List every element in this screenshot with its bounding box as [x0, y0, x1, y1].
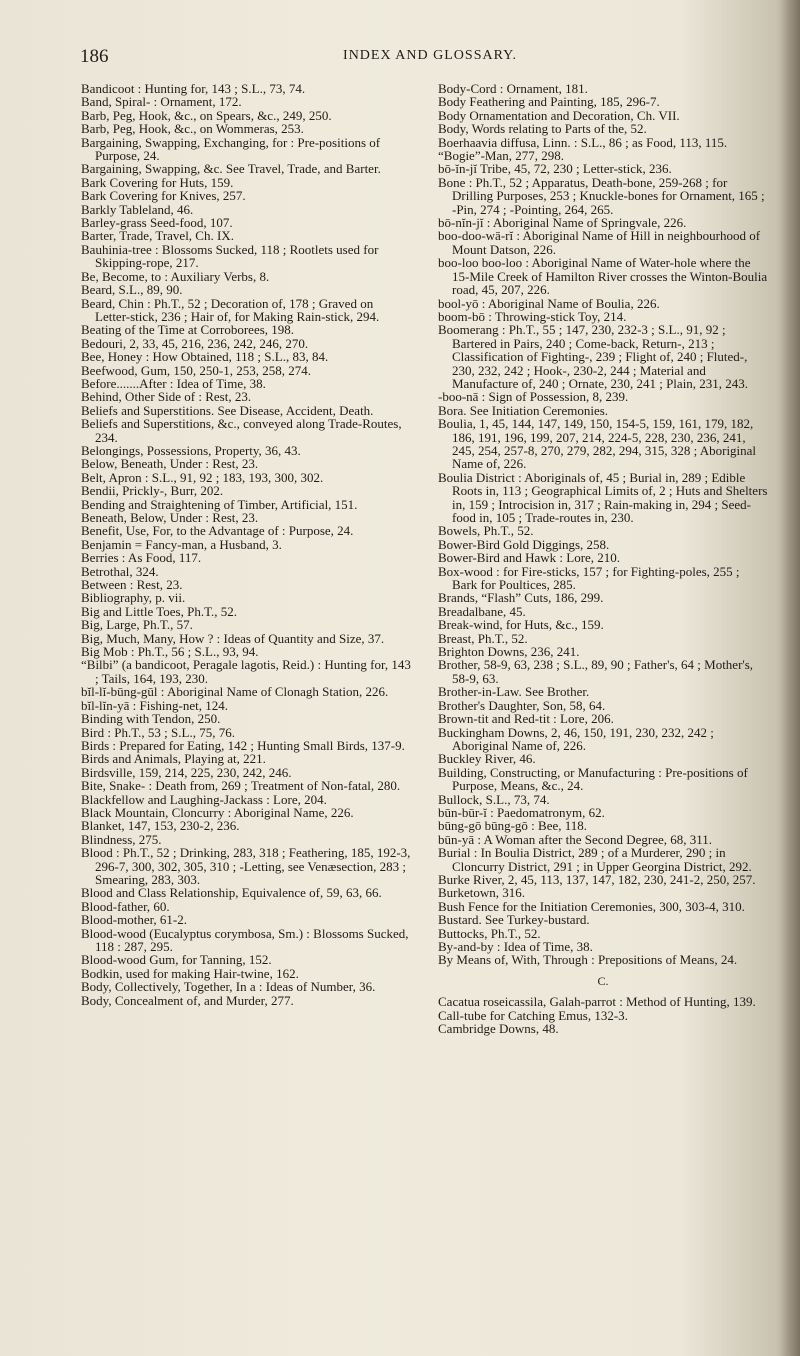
index-entry: Bibliography, p. vii. — [81, 590, 186, 606]
index-entry: Barkly Tableland, 46. — [81, 201, 194, 217]
running-title: INDEX AND GLOSSARY. — [343, 48, 517, 63]
index-entry: Bauhinia-tree : Blossoms Sucked, 118 ; Rootlets used for Skipping-rope, 217. — [81, 241, 379, 271]
index-entry: Beneath, Below, Under : Rest, 23. — [81, 510, 259, 525]
index-entry: Boomerang : Ph.T., 55 ; 147, 230, 232-3 ; S.L., 91, 92 ; Bartered in Pairs, 240 ; Come-back, Return-, 213 ; Classification of Fighting-, 239 ; Flight of, 240 ; Fluted-, 230, 232, 242 ; Hook-, 230-2, 244 ; Material and Manufacture of, 240 ; Ornate, 230, 241 ; Plain, 231, 243. — [438, 322, 749, 391]
index-entry: Bora. See Initiation Ceremonies. — [438, 402, 609, 418]
index-entry: Brother's Daughter, Son, 58, 64. — [438, 697, 606, 713]
index-entry: Body, Words relating to Parts of the, 52. — [438, 121, 647, 137]
index-entry: Beliefs and Superstitions. See Disease, Accident, Death. — [81, 402, 374, 418]
index-entry: Between : Rest, 23. — [81, 577, 183, 593]
index-entry: Benjamin = Fancy-man, a Husband, 3. — [81, 536, 282, 552]
index-entry: būn-būr-ĭ : Paedomatronym, 62. — [438, 804, 605, 820]
index-entry: Burketown, 316. — [438, 885, 526, 901]
index-entry: Berries : As Food, 117. — [81, 550, 202, 566]
index-entry: Behind, Other Side of : Rest, 23. — [81, 389, 252, 405]
index-entry: bō-ĭn-jĭ Tribe, 45, 72, 230 ; Letter-stick, 236. — [438, 161, 672, 177]
index-entry: Birds and Animals, Playing at, 221. — [81, 751, 266, 767]
index-column-right — [438, 82, 768, 1035]
index-entry: Brown-tit and Red-tit : Lore, 206. — [438, 711, 614, 727]
index-entry: By Means of, With, Through : Prepositions of Means, 24. — [438, 952, 738, 968]
index-entry: Blackfellow and Laughing-Jackass : Lore, 204. — [81, 791, 327, 807]
index-entry: Beard, S.L., 89, 90. — [81, 282, 183, 298]
index-entry: Bodkin, used for making Hair-twine, 162. — [81, 965, 299, 981]
index-entry: Bargaining, Swapping, Exchanging, for : Pre-positions of Purpose, 24. — [81, 134, 381, 164]
index-entry: Belongings, Possessions, Property, 36, 43. — [81, 442, 301, 458]
index-entry: Blood-wood (Eucalyptus corymbosa, Sm.) : Blossoms Sucked, 118 : 287, 295. — [81, 925, 409, 954]
index-entry: bĭl-lĭ-būng-gūl : Aboriginal Name of Clonagh Station, 226. — [81, 684, 389, 700]
index-entry: Binding with Tendon, 250. — [81, 711, 221, 727]
index-entry: Cambridge Downs, 48. — [438, 1021, 559, 1037]
index-entry: Betrothal, 324. — [81, 563, 159, 579]
index-entry: Black Mountain, Cloncurry : Aboriginal Name, 226. — [81, 804, 354, 820]
index-entry: Body Ornamentation and Decoration, Ch. VII. — [438, 107, 680, 123]
index-entry: Birds : Prepared for Eating, 142 ; Hunting Small Birds, 137-9. — [81, 737, 405, 753]
page-edge-shadow — [780, 0, 800, 1356]
index-entry: Big, Much, Many, How ? : Ideas of Quantity and Size, 37. — [81, 630, 385, 646]
index-entries-b — [438, 82, 768, 967]
index-entry: Be, Become, to : Auxiliary Verbs, 8. — [81, 268, 270, 284]
index-entry: Bullock, S.L., 73, 74. — [438, 791, 550, 807]
index-entry: Body Feathering and Painting, 185, 296-7. — [438, 94, 660, 110]
index-entry: bō-nĭn-jĭ : Aboriginal Name of Springvale, 226. — [438, 215, 687, 231]
index-entry: Bower-Bird and Hawk : Lore, 210. — [438, 550, 621, 566]
index-entry: Belt, Apron : S.L., 91, 92 ; 183, 193, 300, 302. — [81, 469, 324, 485]
index-entry: Building, Constructing, or Manufacturing : Pre-positions of Purpose, Means, &c., 24. — [438, 764, 748, 794]
index-entry: Barley-grass Seed-food, 107. — [81, 215, 233, 231]
index-entry: Big Mob : Ph.T., 56 ; S.L., 93, 94. — [81, 644, 259, 660]
index-entry: Burke River, 2, 45, 113, 137, 147, 182, 230, 241-2, 250, 257. — [438, 871, 756, 887]
index-entry: By-and-by : Idea of Time, 38. — [438, 939, 593, 954]
index-entry: Blood : Ph.T., 52 ; Drinking, 283, 318 ; Feathering, 185, 192-3, 296-7, 300, 302, 305, 310 ; -Letting, see Venæsection, 283 ; Smearing, 283, 303. — [81, 845, 411, 887]
index-entry: Bustard. See Turkey-bustard. — [438, 912, 590, 928]
index-entry: Breast, Ph.T., 52. — [438, 630, 528, 646]
index-entry: Boulia District : Aboriginals of, 45 ; Burial in, 289 ; Edible Roots in, 113 ; Geographical Limits of, 2 ; Huts and Shelters in, 159 ; Introcision in, 317 ; Rain-making in, 294 ; Seed-food in, 105 ; Trade-routes in, 230. — [438, 469, 768, 525]
index-entry: Brands, “Flash” Cuts, 186, 299. — [438, 590, 604, 606]
index-entry: Brother, 58-9, 63, 238 ; S.L., 89, 90 ; Father's, 64 ; Mother's, 58-9, 63. — [438, 657, 754, 686]
index-entry: Bush Fence for the Initiation Ceremonies, 300, 303-4, 310. — [438, 898, 745, 914]
index-entry: Blindness, 275. — [81, 831, 162, 847]
index-entry: Barb, Peg, Hook, &c., on Spears, &c., 249, 250. — [81, 107, 332, 123]
index-entry: Bite, Snake- : Death from, 269 ; Treatment of Non-fatal, 280. — [81, 778, 401, 794]
index-entry: būn-yā : A Woman after the Second Degree, 68, 311. — [438, 831, 713, 847]
index-entry: -boo-nā : Sign of Possession, 8, 239. — [438, 389, 629, 405]
index-entry: Before.......After : Idea of Time, 38. — [81, 375, 266, 391]
page-number: 186 — [80, 46, 109, 67]
index-entry: Boulia, 1, 45, 144, 147, 149, 150, 154-5, 159, 161, 179, 182, 186, 191, 196, 199, 207, 214, 224-5, 228, 230, 236, 241, 245, 254, 257-8, 270, 279, 282, 294, 315, 328 ; Aboriginal Name of, 226. — [438, 416, 757, 472]
section-letter: C. — [597, 973, 609, 988]
index-entry: Bower-Bird Gold Diggings, 258. — [438, 536, 610, 552]
index-entries-c — [438, 995, 768, 1035]
index-entry: Big and Little Toes, Ph.T., 52. — [81, 603, 238, 619]
index-entry: Bone : Ph.T., 52 ; Apparatus, Death-bone, 259-268 ; for Drilling Purposes, 253 ; Knuckle-bones for Ornament, 165 ; -Pin, 274 ; -Pointing, 264, 265. — [438, 174, 765, 217]
index-entry: Brother-in-Law. See Brother. — [438, 684, 590, 700]
index-column-left — [81, 82, 411, 1007]
index-entry: “Bogie”-Man, 277, 298. — [438, 148, 565, 164]
index-entry: Bending and Straightening of Timber, Artificial, 151. — [81, 496, 358, 512]
index-entry: “Bilbi” (a bandicoot, Peragale lagotis, Reid.) : Hunting for, 143 ; Tails, 164, 193, 230. — [81, 657, 411, 686]
index-entry: Barter, Trade, Travel, Ch. IX. — [81, 228, 234, 244]
index-entry: Buckley River, 46. — [438, 751, 536, 767]
index-entry: Bedouri, 2, 33, 45, 216, 236, 242, 246, 270. — [81, 335, 309, 351]
index-entry: Big, Large, Ph.T., 57. — [81, 617, 193, 633]
index-entry: Bee, Honey : How Obtained, 118 ; S.L., 83, 84. — [81, 349, 329, 365]
index-entry: Blood and Class Relationship, Equivalence of, 59, 63, 66. — [81, 885, 382, 901]
index-entry: Barb, Peg, Hook, &c., on Wommeras, 253. — [81, 121, 304, 137]
index-entry: Body-Cord : Ornament, 181. — [438, 81, 588, 96]
index-entry: Cacatua roseicassila, Galah-parrot : Method of Hunting, 139. — [438, 994, 756, 1010]
index-entry: Benefit, Use, For, to the Advantage of : Purpose, 24. — [81, 523, 354, 539]
index-entry: Birdsville, 159, 214, 225, 230, 242, 246. — [81, 764, 292, 780]
index-entry: Buckingham Downs, 2, 46, 150, 191, 230, 232, 242 ; Aboriginal Name of, 226. — [438, 724, 714, 753]
index-entry: Bird : Ph.T., 53 ; S.L., 75, 76. — [81, 724, 235, 740]
index-entry: boom-bō : Throwing-stick Toy, 214. — [438, 308, 627, 324]
index-entry: Bargaining, Swapping, &c. See Travel, Trade, and Barter. — [81, 161, 381, 177]
index-entry: Beating of the Time at Corroborees, 198. — [81, 322, 295, 338]
index-entry: bool-yō : Aboriginal Name of Boulia, 226. — [438, 295, 660, 311]
index-entry: Blood-mother, 61-2. — [81, 912, 187, 928]
index-entry: Blanket, 147, 153, 230-2, 236. — [81, 818, 240, 834]
index-entry: Bark Covering for Knives, 257. — [81, 188, 246, 204]
index-entry: Call-tube for Catching Emus, 132-3. — [438, 1007, 628, 1023]
index-entry: Bowels, Ph.T., 52. — [438, 523, 534, 539]
index-entry: Beliefs and Superstitions, &c., conveyed along Trade-Routes, 234. — [81, 416, 402, 445]
index-entry: būng-gō būng-gō : Bee, 118. — [438, 818, 587, 834]
index-entry: Break-wind, for Huts, &c., 159. — [438, 617, 604, 633]
page-header — [80, 46, 780, 70]
index-entry: Bark Covering for Huts, 159. — [81, 174, 234, 190]
index-entry: boo-loo boo-loo : Aboriginal Name of Water-hole where the 15-Mile Creek of Hamilton River crosses the Winton-Boulia road, 45, 207, 226. — [438, 255, 768, 298]
index-entry: Beefwood, Gum, 150, 250-1, 253, 258, 274. — [81, 362, 312, 378]
index-entry: Body, Collectively, Together, In a : Ideas of Number, 36. — [81, 979, 376, 995]
index-entry: Buttocks, Ph.T., 52. — [438, 925, 541, 941]
index-entry: Bandicoot : Hunting for, 143 ; S.L., 73, 74. — [81, 81, 306, 96]
index-entry: Below, Beneath, Under : Rest, 23. — [81, 456, 259, 472]
index-entry: Box-wood : for Fire-sticks, 157 ; for Fighting-poles, 255 ; Bark for Poultices, 285. — [438, 563, 740, 593]
index-entry: Bendii, Prickly-, Burr, 202. — [81, 483, 224, 499]
index-entry: Beard, Chin : Ph.T., 52 ; Decoration of, 178 ; Graved on Letter-stick, 236 ; Hair of, for Making Rain-stick, 294. — [81, 295, 380, 324]
index-entry: Blood-wood Gum, for Tanning, 152. — [81, 952, 272, 968]
index-entry: Boerhaavia diffusa, Linn. : S.L., 86 ; as Food, 113, 115. — [438, 134, 728, 150]
index-entry: Brighton Downs, 236, 241. — [438, 644, 580, 660]
index-entry: boo-doo-wā-rĭ : Aboriginal Name of Hill in neighbourhood of Mount Datson, 226. — [438, 228, 761, 257]
index-entry: Body, Concealment of, and Murder, 277. — [81, 992, 294, 1008]
index-entry: Breadalbane, 45. — [438, 603, 526, 619]
index-entry: Blood-father, 60. — [81, 898, 170, 914]
index-entry: Band, Spiral- : Ornament, 172. — [81, 94, 242, 110]
index-entry: Burial : In Boulia District, 289 ; of a Murderer, 290 ; in Cloncurry District, 291 ; in Upper Georgina District, 292. — [438, 845, 752, 874]
index-entry: bĭl-lĭn-yā : Fishing-net, 124. — [81, 697, 228, 713]
